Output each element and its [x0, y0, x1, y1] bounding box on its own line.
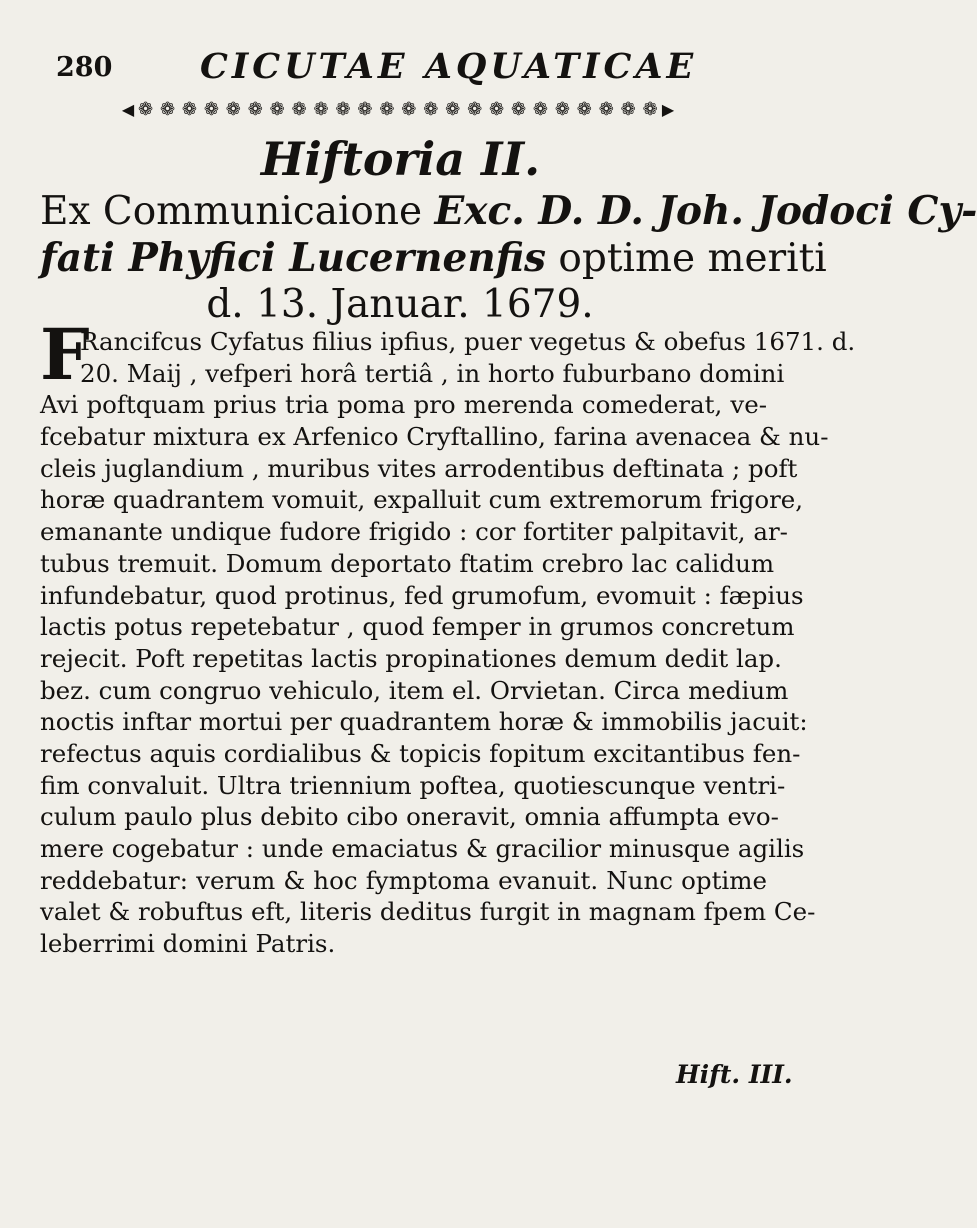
page-number: 280 — [56, 52, 113, 83]
ornament-flower-icon: ❁ — [423, 98, 439, 120]
subtitle-line-2: fati Phyfici Lucernenfis optime meriti — [40, 235, 827, 281]
subtitle-line-1: Ex Communicaione Exc. D. D. Joh. Jodoci Cy- — [40, 188, 977, 234]
ornament-flower-icon: ❁ — [225, 98, 241, 120]
text-line: noctis inftar mortui per quadrantem horæ & immobilis jacuit: — [40, 707, 808, 737]
text-line: refectus aquis cordialibus & topicis fopitum excitantibus fen- — [40, 738, 801, 768]
text-line: leberrimi domini Patris. — [40, 929, 336, 959]
text-line: infundebatur, quod protinus, fed grumofum, evomuit : fæpius — [40, 580, 804, 610]
running-head: CICUTAE AQUATICAE — [200, 46, 698, 87]
text-line: emanante undique fudore frigido : cor fortiter palpitavit, ar- — [40, 517, 788, 547]
text-line: culum paulo plus debito cibo oneravit, omnia affumpta evo- — [40, 802, 779, 832]
ornament-flower-icon: ❁ — [138, 98, 154, 120]
catchword: Hift. III. — [676, 1060, 793, 1089]
ornament-flower-icon: ❁ — [291, 98, 307, 120]
section-subtitle — [40, 188, 977, 328]
ornament-flower-icon: ❁ — [554, 98, 570, 120]
drop-capital: F — [40, 313, 90, 396]
text-line: lactis potus repetebatur , quod femper in grumos concretum — [40, 612, 795, 642]
text-line: fim convaluit. Ultra triennium poftea, quotiescunque ventri- — [40, 770, 786, 800]
ornament-flower-icon: ❁ — [159, 98, 176, 120]
text-line: mere cogebatur : unde emaciatus & gracilior minusque agilis — [40, 834, 805, 863]
ornament-flower-icon: ❁ — [576, 98, 592, 120]
subtitle-line-3: d. 13. Januar. 1679. — [206, 282, 594, 327]
ornament-flower-icon: ❁ — [620, 98, 636, 120]
ornament-flower-icon: ❁ — [467, 98, 483, 120]
ornamental-border — [118, 98, 678, 120]
ornament-flower-icon: ❁ — [379, 98, 395, 120]
text-line: bez. cum congruo vehiculo, item el. Orvietan. Circa medium — [40, 675, 789, 705]
text-line: Avi poftquam prius tria poma pro merenda comederat, ve- — [40, 390, 767, 420]
ornament-row — [138, 99, 658, 120]
ornament-flower-icon: ❁ — [357, 98, 373, 120]
ornament-flower-icon: ❁ — [642, 98, 658, 120]
ornament-flower-icon: ❁ — [181, 98, 197, 120]
ornament-flower-icon: ❁ — [445, 98, 461, 120]
text-line: reddebatur: verum & hoc fymptoma evanuit. Nunc optime — [40, 865, 767, 895]
page-header — [50, 42, 760, 90]
text-line: horæ quadrantem vomuit, expalluit cum extremorum frigore, — [40, 485, 804, 515]
text-line: valet & robuftus eft, literis deditus furgit in magnam fpem Ce- — [40, 897, 816, 927]
ornament-flower-icon: ❁ — [335, 98, 351, 120]
text-line: rejecit. Poft repetitas lactis propinationes demum dedit lap. — [40, 643, 782, 673]
ornament-flower-icon: ❁ — [489, 98, 505, 120]
ornament-flower-icon: ❁ — [510, 98, 527, 120]
section-title: Hiftoria II. — [260, 132, 541, 186]
ornament-right-end: ▶ — [661, 99, 675, 119]
ornament-flower-icon: ❁ — [269, 98, 285, 120]
text-line: tubus tremuit. Domum deportato ftatim crebro lac calidum — [40, 548, 775, 578]
ornament-flower-icon: ❁ — [598, 98, 614, 120]
ornament-flower-icon: ❁ — [313, 98, 329, 120]
text-line: cleis juglandium , muribus vites arrodentibus deftinata ; poft — [40, 453, 798, 483]
body-text — [40, 326, 856, 960]
ornament-left-end: ◀ — [121, 99, 135, 119]
ornament-flower-icon: ❁ — [247, 98, 263, 120]
ornament-flower-icon: ❁ — [401, 98, 417, 120]
ornament-flower-icon: ❁ — [203, 98, 219, 120]
text-line: fcebatur mixtura ex Arfenico Cryftallino, farina avenacea & nu- — [40, 422, 829, 452]
text-line: 20. Maij , vefperi horâ tertiâ , in horto fuburbano domini — [80, 358, 785, 388]
text-line: Rancifcus Cyfatus filius ipfius, puer vegetus & obefus 1671. d. — [80, 327, 856, 356]
ornament-flower-icon: ❁ — [532, 98, 548, 120]
